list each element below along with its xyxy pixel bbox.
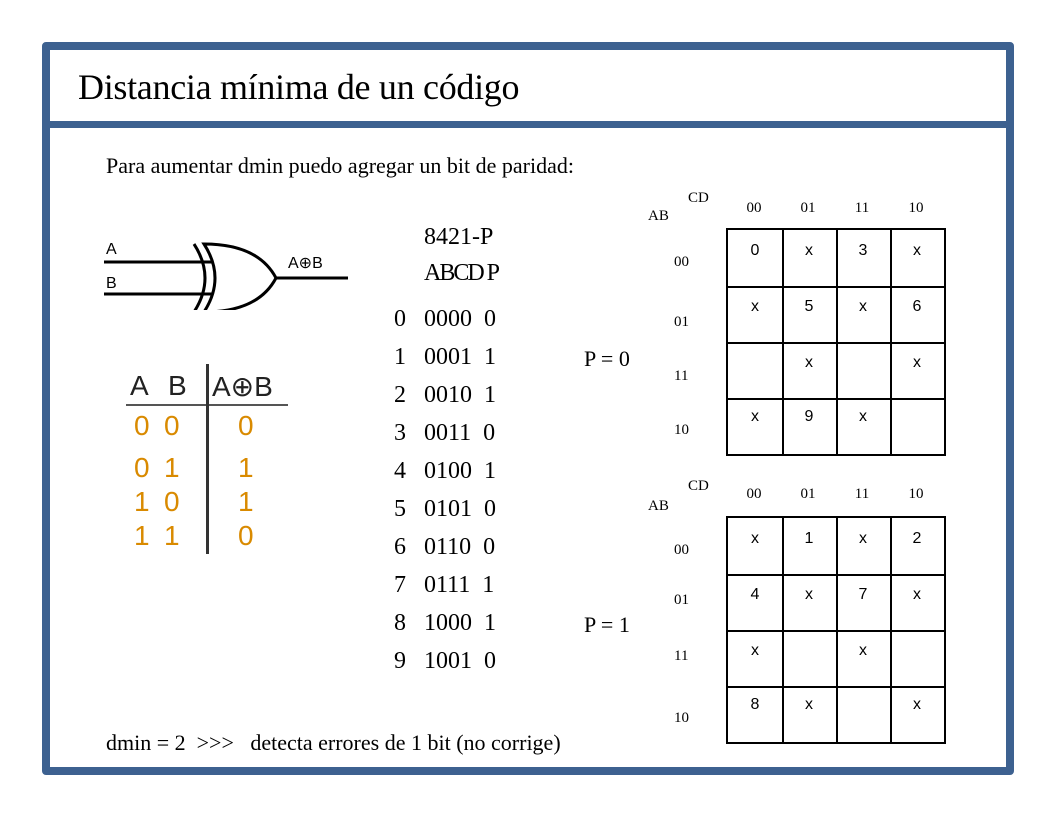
kmap1-cell: 9 (804, 408, 814, 425)
intro-text: Para aumentar dmin puedo agregar un bit de paridad: (106, 153, 574, 178)
kmap2-cd-label: CD (688, 478, 709, 494)
kmap2-row-header: 00 (674, 542, 689, 558)
truth-cell: 1 (238, 486, 254, 517)
kmap2-cell: x (859, 642, 867, 659)
kmap1-row-header: 11 (674, 368, 689, 384)
kmap2-col-header: 10 (908, 486, 924, 502)
kmap2-cell: x (805, 696, 813, 713)
kmap1-cell: x (751, 408, 759, 425)
kmap1-col-header: 11 (854, 200, 870, 216)
parity-label-p1: P = 1 (584, 612, 630, 637)
truth-cell: 1 (164, 452, 180, 483)
code-row: 9 1001 0 (394, 648, 496, 674)
kmap2-row-header: 11 (674, 648, 689, 664)
code-row: 2 0010 1 (394, 382, 496, 408)
truth-table-vline (206, 364, 209, 554)
kmap1-cell: 6 (912, 298, 922, 315)
title-bar (50, 50, 1006, 128)
kmap2-col-header: 11 (854, 486, 870, 502)
code-row: 0 0000 0 (394, 306, 496, 332)
kmap2-ab-label: AB (648, 498, 669, 514)
kmap1-cell: 3 (858, 242, 868, 259)
kmap2-row-header: 10 (674, 710, 689, 726)
kmap1-grid (726, 228, 946, 456)
kmap1-cell: x (913, 354, 921, 371)
kmap2-grid (726, 516, 946, 744)
kmap1-cell: x (859, 298, 867, 315)
kmap2-cell: 8 (750, 696, 760, 713)
code-header-8421p: 8421-P (424, 224, 494, 250)
kmap2-cell: x (805, 586, 813, 603)
kmap1-cell: x (859, 408, 867, 425)
kmap1-row-header: 00 (674, 254, 689, 270)
kmap2-cell: x (913, 586, 921, 603)
code-row: 6 0110 0 (394, 534, 496, 560)
kmap2-cell: 7 (858, 586, 868, 603)
truth-cell: 0 (134, 452, 150, 483)
truth-cell: 0 (164, 410, 180, 441)
kmap2-cell: 1 (804, 530, 814, 547)
code-row: 7 0111 1 (394, 572, 495, 598)
kmap1-row-header: 10 (674, 422, 689, 438)
truth-cell: 1 (164, 520, 180, 551)
truth-cell: 0 (238, 520, 254, 551)
kmap2-cell: 2 (912, 530, 922, 547)
gate-input-a: A (106, 241, 117, 258)
kmap1-cd-label: CD (688, 190, 709, 206)
kmap2-col-header: 01 (800, 486, 816, 502)
truth-cell: 1 (134, 486, 150, 517)
kmap2-cell: x (751, 530, 759, 547)
code-header-abcdp: ABCD P (424, 260, 499, 286)
code-row: 3 0011 0 (394, 420, 496, 446)
kmap1-col-header: 10 (908, 200, 924, 216)
slide-title: Distancia mínima de un código (78, 67, 520, 107)
kmap1-cell: x (751, 298, 759, 315)
kmap1-cell: x (913, 242, 921, 259)
truth-cell: 1 (134, 520, 150, 551)
kmap1-cell: 0 (750, 242, 760, 259)
truth-header-xor: A⊕B (212, 371, 273, 402)
kmap1-cell: x (805, 354, 813, 371)
gate-input-b: B (106, 275, 117, 292)
kmap2-cell: x (751, 642, 759, 659)
parity-label-p0: P = 0 (584, 346, 630, 371)
kmap1-ab-label: AB (648, 208, 669, 224)
truth-cell: 0 (164, 486, 180, 517)
kmap1-cell: x (805, 242, 813, 259)
footer-text: dmin = 2 >>> detecta errores de 1 bit (no corrige) (106, 730, 561, 755)
code-row: 4 0100 1 (394, 458, 496, 484)
truth-cell: 0 (134, 410, 150, 441)
code-row: 8 1000 1 (394, 610, 496, 636)
code-row: 1 0001 1 (394, 344, 496, 370)
kmap2-cell: 4 (750, 586, 760, 603)
truth-cell: 1 (238, 452, 254, 483)
truth-table (126, 370, 296, 570)
kmap2-col-header: 00 (746, 486, 762, 502)
kmap2-row-header: 01 (674, 592, 689, 608)
kmap2-cell: x (859, 530, 867, 547)
kmap2-cell: x (913, 696, 921, 713)
kmap1-cell: 5 (804, 298, 814, 315)
kmap1-col-header: 01 (800, 200, 816, 216)
xor-gate-diagram (98, 230, 358, 310)
kmap1-col-header: 00 (746, 200, 762, 216)
slide-frame (42, 42, 1014, 775)
gate-output: A⊕B (288, 255, 323, 272)
code-row: 5 0101 0 (394, 496, 496, 522)
truth-header-a: A (130, 370, 149, 401)
truth-header-b: B (168, 370, 187, 401)
kmap1-row-header: 01 (674, 314, 689, 330)
truth-cell: 0 (238, 410, 254, 441)
